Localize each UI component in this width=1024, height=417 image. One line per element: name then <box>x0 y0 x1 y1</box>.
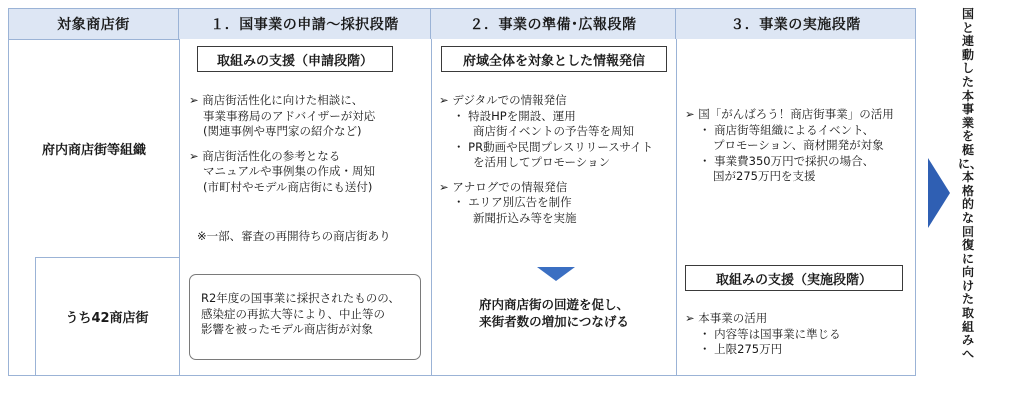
chevron-right-icon <box>928 158 950 228</box>
col3-national-list <box>685 107 894 185</box>
list-item: ・ 上限275万円 <box>699 342 783 356</box>
list-item: (関連事例や専門家の紹介など) <box>203 124 362 138</box>
list-item: 商店街イベントの予告等を周知 <box>473 124 634 138</box>
row-label-shopping-districts: 府内商店街等組織 <box>41 142 146 158</box>
list-item: を活用してプロモーション <box>473 155 611 169</box>
result-line: 府内商店街の回遊を促し、 <box>478 297 629 312</box>
down-arrow-icon <box>537 267 575 281</box>
col1-support-list <box>189 93 375 195</box>
list-item: 国が275万円を支援 <box>713 169 816 183</box>
col2-info-list <box>439 93 653 226</box>
result-text <box>473 296 635 330</box>
header-stage-1: １．国事業の申請～採択段階 <box>179 9 431 39</box>
header-stage-2: ２．事業の準備･広報段階 <box>431 9 676 39</box>
list-item: ➢ 商店街活性化の参考となる <box>189 148 341 163</box>
list-item: ➢ アナログでの情報発信 <box>439 179 568 194</box>
target-line: 感染症の再拡大等により、中止等の <box>201 306 385 321</box>
list-item: ・ PR動画や民間プレスリリースサイト <box>453 139 654 154</box>
list-item: マニュアルや事例集の作成・周知 <box>203 164 376 178</box>
support-implementation-box: 取組みの支援（実施段階） <box>685 265 903 291</box>
prefecture-info-box: 府域全体を対象とした情報発信 <box>441 46 667 72</box>
target-description <box>201 291 400 338</box>
list-item: ➢ デジタルでの情報発信 <box>439 93 567 107</box>
row-label-42-districts: うち42商店街 <box>65 310 149 326</box>
side-message: 国と連動した本事業を梃に、本格的な回復に向けた取組みへ <box>958 7 983 361</box>
list-item: ・ 特設HPを開設、運用 <box>453 108 576 123</box>
col3-project-list <box>685 311 841 358</box>
support-application-box: 取組みの支援（申請段階） <box>197 46 393 72</box>
header-target: 対象商店街 <box>9 9 179 39</box>
target-line: R2年度の国事業に採択されたものの、 <box>201 291 400 305</box>
list-item: ➢ 本事業の活用 <box>685 311 768 325</box>
divider <box>676 39 677 375</box>
list-item: ・ 商店街等組織によるイベント、 <box>699 122 875 137</box>
list-item: (市町村やモデル商店街にも送付) <box>203 179 373 194</box>
divider <box>179 39 180 375</box>
review-note: ※一部、審査の再開待ちの商店街あり <box>197 229 391 243</box>
stage-table <box>8 8 916 376</box>
list-item: ・ 事業費350万円で採択の場合、 <box>699 153 875 168</box>
list-item: ➢ 商店街活性化に向けた相談に、 <box>189 93 364 107</box>
list-item: 事業事務局のアドバイザーが対応 <box>203 108 376 123</box>
list-item: ・ エリア別広告を制作 <box>453 195 572 209</box>
divider <box>431 39 432 375</box>
list-item: ・ 内容等は国事業に準じる <box>699 326 841 341</box>
list-item: ➢ 国「がんばろう！商店街事業」の活用 <box>685 107 894 121</box>
result-line: 来街者数の増加につなげる <box>479 314 629 329</box>
list-item: プロモーション、商材開発が対象 <box>713 138 884 152</box>
target-line: 影響を被ったモデル商店街が対象 <box>201 322 373 336</box>
list-item: 新聞折込み等を実施 <box>473 210 577 225</box>
header-stage-3: ３．事業の実施段階 <box>676 9 915 39</box>
